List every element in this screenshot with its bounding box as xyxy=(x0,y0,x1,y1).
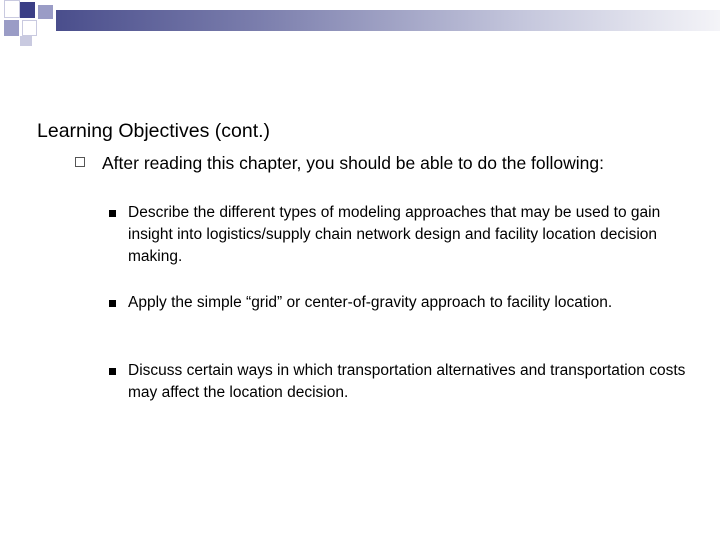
hollow-square-icon xyxy=(75,157,85,167)
decor-square-icon xyxy=(4,0,20,18)
slide-title: Learning Objectives (cont.) xyxy=(37,120,271,142)
intro-text: After reading this chapter, you should be able to do the following: xyxy=(102,153,604,173)
decor-square-icon xyxy=(38,5,53,19)
filled-square-icon xyxy=(109,300,116,307)
header-gradient-bar xyxy=(56,10,720,31)
filled-square-icon xyxy=(109,210,116,217)
decor-square-icon xyxy=(22,20,37,36)
objective-text: Apply the simple “grid” or center-of-gravity approach to facility location. xyxy=(128,294,613,311)
header-decoration xyxy=(0,0,720,46)
objective-text: Discuss certain ways in which transportation alternatives and transportation costs may affect the location decision. xyxy=(128,362,686,401)
objective-text: Describe the different types of modeling approaches that may be used to gain insight into logistics/supply chain network design and facility location decision making. xyxy=(128,204,661,265)
decor-square-icon xyxy=(20,36,32,46)
filled-square-icon xyxy=(109,368,116,375)
decor-square-icon xyxy=(4,20,19,36)
decor-square-icon xyxy=(20,2,35,18)
